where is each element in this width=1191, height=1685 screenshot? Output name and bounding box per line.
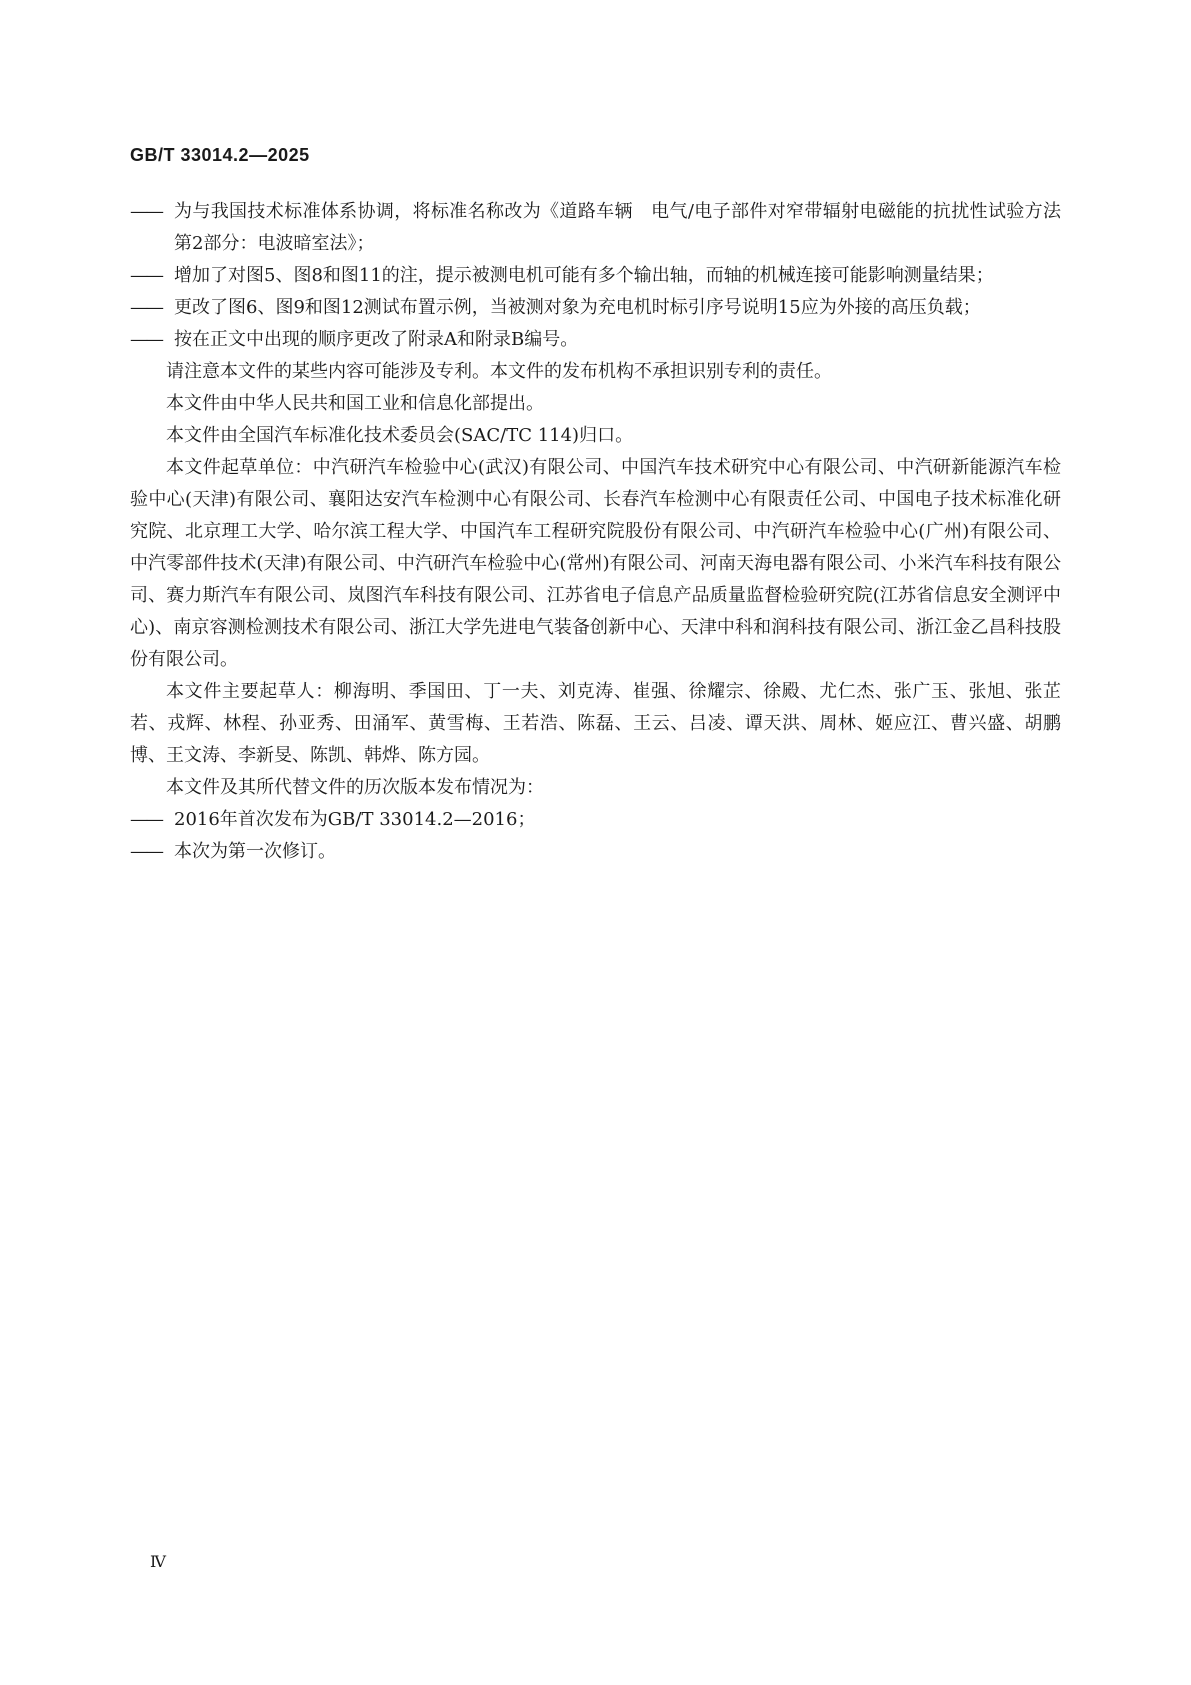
drafters: 本文件主要起草人：柳海明、季国田、丁一夫、刘克涛、崔强、徐耀宗、徐殿、尤仁杰、张广玉、张旭、张芷若、戎辉、林程、孙亚秀、田涌军、黄雪梅、王若浩、陈磊、王云、吕凌、谭天洪、周林、姬应江、曹兴盛、胡鹏博、王文涛、李新旻、陈凯、韩烨、陈方园。 (130, 681, 1061, 766)
revision-text: 增加了对图5、图8和图11的注，提示被测电机可能有多个输出轴，而轴的机械连接可能影响测量结果； (174, 265, 994, 286)
revision-item (130, 196, 1079, 260)
revision-text: 为与我国技术标准体系协调，将标准名称改为《道路车辆 电气/电子部件对窄带辐射电磁能的抗扰性试验方法 第2部分：电波暗室法》； (174, 201, 1079, 254)
revision-item (130, 260, 1061, 292)
dash-marker: —— (130, 201, 162, 222)
committee-statement: 本文件由全国汽车标准化技术委员会(SAC/TC 114)归口。 (166, 425, 634, 446)
dash-marker: —— (130, 841, 162, 862)
revision-item (130, 292, 1061, 324)
drafting-organizations: 本文件起草单位：中汽研汽车检验中心(武汉)有限公司、中国汽车技术研究中心有限公司、中汽研新能源汽车检验中心(天津)有限公司、襄阳达安汽车检测中心有限公司、长春汽车检测中心有限责任公司、中国电子技术标准化研究院、北京理工大学、哈尔滨工程大学、中国汽车工程研究院股份有限公司、中汽研汽车检验中心(广州)有限公司、中汽零部件技术(天津)有限公司、中汽研汽车检验中心(常州)有限公司、河南天海电器有限公司、小米汽车科技有限公司、赛力斯汽车有限公司、岚图汽车科技有限公司、江苏省电子信息产品质量监督检验研究院(江苏省信息安全测评中心)、南京容测检测技术有限公司、浙江大学先进电气装备创新中心、天津中科和润科技有限公司、浙江金乙昌科技股份有限公司。 (130, 457, 1061, 670)
version-history-text: 本次为第一次修订。 (174, 841, 336, 862)
version-history-intro: 本文件及其所代替文件的历次版本发布情况为： (166, 777, 544, 798)
version-history-text: 2016年首次发布为GB/T 33014.2—2016； (174, 809, 536, 830)
version-history-item (130, 836, 1061, 868)
dash-marker: —— (130, 297, 162, 318)
patent-notice: 请注意本文件的某些内容可能涉及专利。本文件的发布机构不承担识别专利的责任。 (166, 361, 832, 382)
document-body (130, 196, 1079, 868)
proposer-statement: 本文件由中华人民共和国工业和信息化部提出。 (166, 393, 544, 414)
dash-marker: —— (130, 265, 162, 286)
revision-text: 更改了图6、图9和图12测试布置示例，当被测对象为充电机时标引序号说明15应为外接的高压负载； (174, 297, 981, 318)
page-number: Ⅳ (150, 1552, 166, 1571)
version-history-item (130, 804, 1061, 836)
document-id: GB/T 33014.2—2025 (130, 145, 310, 165)
revision-item (130, 324, 1061, 356)
dash-marker: —— (130, 329, 162, 350)
dash-marker: —— (130, 809, 162, 830)
revision-text: 按在正文中出现的顺序更改了附录A和附录B编号。 (174, 329, 579, 350)
